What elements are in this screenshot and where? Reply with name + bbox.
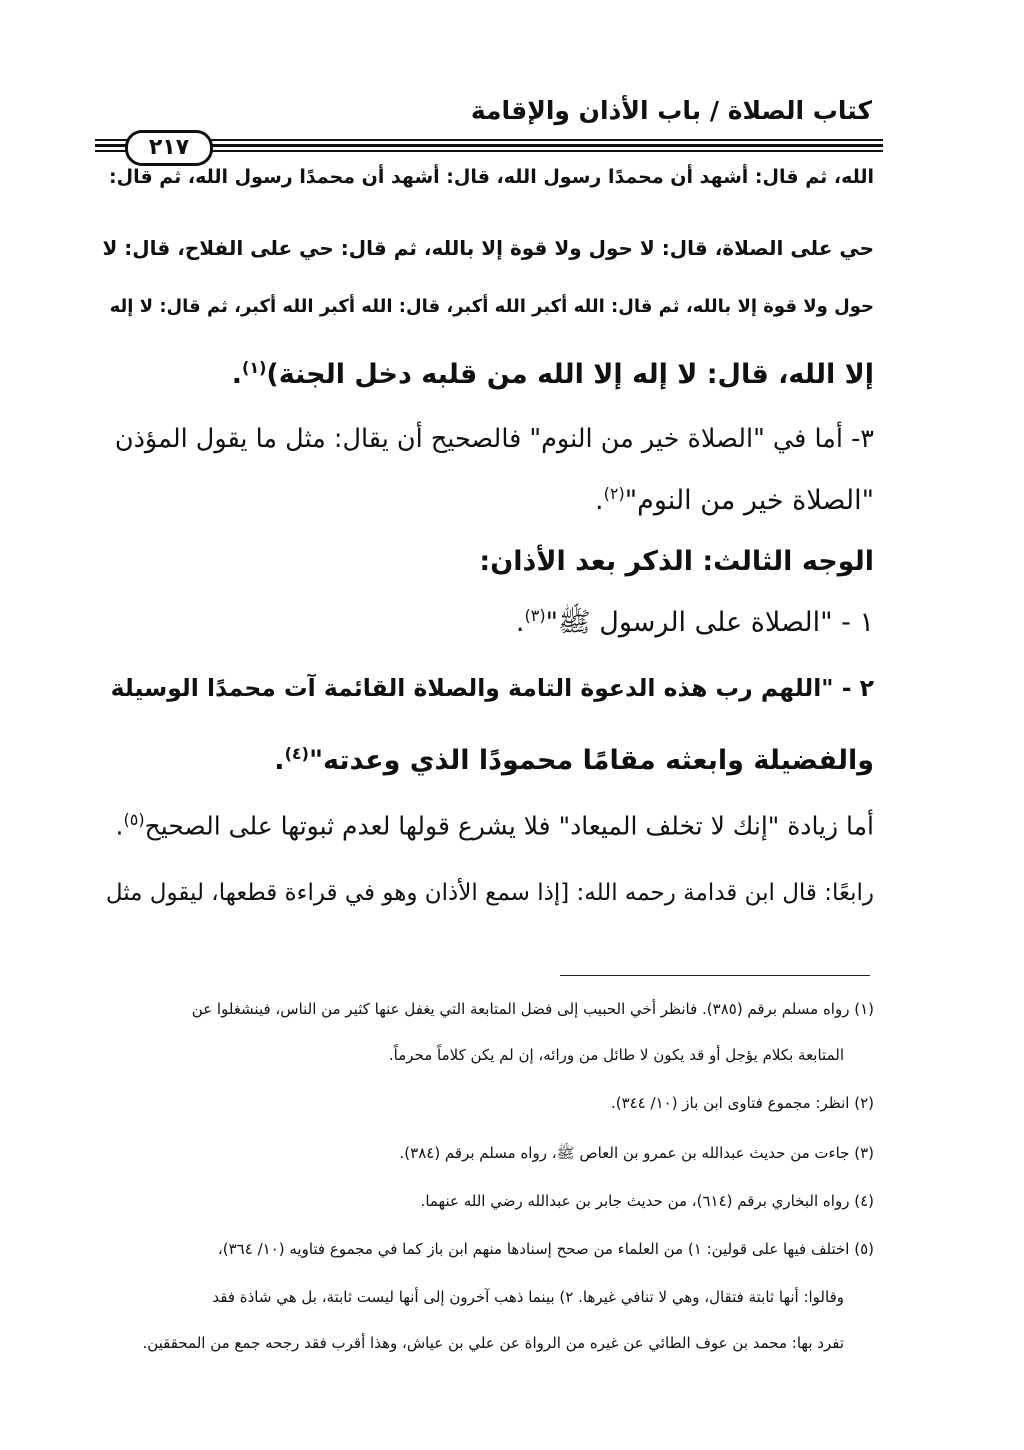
footnote-ref: (١) xyxy=(242,358,267,377)
footnote-line: المتابعة بكلام يؤجل أو قد يكون لا طائل من ورائه، إن لم يكن كلاماً محرماً. xyxy=(388,1046,844,1064)
footnote-line: (٢) انظر: مجموع فتاوى ابن باز (١٠/ ٣٤٤). xyxy=(610,1094,874,1112)
body-line xyxy=(116,810,874,841)
footnote-line: (٤) رواه البخاري برقم (٦١٤)، من حديث جابر بن عبدالله رضي الله عنهما. xyxy=(420,1192,874,1210)
end-mark: . xyxy=(231,359,243,390)
footnote-line: (٣) جاءت من حديث عبدالله بن عمرو بن العاص ﷺ، رواه مسلم برقم (٣٨٤). xyxy=(399,1144,874,1162)
running-header: كتاب الصلاة / باب الأذان والإقامة xyxy=(470,96,872,125)
body-text: والفضيلة وابعثه مقامًا محمودًا الذي وعدته" xyxy=(308,745,874,776)
end-mark: . xyxy=(274,745,285,776)
page-number: ٢١٧ xyxy=(125,130,213,166)
body-line: رابعًا: قال ابن قدامة رحمه الله: [إذا سمع الأذان وهو في قراءة قطعها، ليقول مثل xyxy=(105,880,874,906)
header-rule xyxy=(95,134,883,160)
header-rule-line xyxy=(95,144,883,147)
body-line xyxy=(274,744,874,777)
header-rule-line xyxy=(95,150,883,152)
body-line: حي على الصلاة، قال: لا حول ولا قوة إلا بالله، ثم قال: حي على الفلاح، قال: لا xyxy=(102,236,874,260)
body-line xyxy=(595,484,874,517)
body-line xyxy=(115,424,874,455)
end-mark: . xyxy=(595,485,604,516)
end-mark: . xyxy=(515,607,525,638)
footnote-ref: (٤) xyxy=(284,744,309,763)
footnote-line: وقالوا: أنها ثابتة فتقال، وهي لا تنافي غيرها. ٢) بينما ذهب آخرون إلى أنها ليست ثابتة، بل هي شاذة فقد xyxy=(212,1288,844,1306)
body-text: "الصلاة خير من النوم" xyxy=(624,485,874,516)
section-heading: الوجه الثالث: الذكر بعد الأذان: xyxy=(479,546,874,577)
footnote-line: تفرد بها: محمد بن عوف الطائي عن غيره من الرواة عن علي بن عياش، وهذا أقرب فقد رجحه جمع من المحققين. xyxy=(142,1334,844,1352)
body-text: إلا الله، قال: لا إله إلا الله من قلبه دخل الجنة) xyxy=(266,359,874,390)
end-mark: . xyxy=(115,811,124,841)
footnote-ref: (٥) xyxy=(123,810,145,829)
body-text: ١ - "الصلاة على الرسول ﷺ" xyxy=(545,607,874,638)
body-line: الله، ثم قال: أشهد أن محمدًا رسول الله، قال: أشهد أن محمدًا رسول الله، ثم قال: xyxy=(109,166,874,188)
header-rule-line xyxy=(95,139,883,141)
body-line xyxy=(516,606,874,639)
body-line: ٢ - "اللهم رب هذه الدعوة التامة والصلاة القائمة آت محمدًا الوسيلة xyxy=(110,674,874,702)
body-text: ٣- أما في "الصلاة خير من النوم" فالصحيح أن يقال: مثل ما يقول المؤذن xyxy=(114,424,874,454)
footnote-ref: (٣) xyxy=(524,606,546,625)
footnote-separator xyxy=(560,975,870,976)
body-text: أما زيادة "إنك لا تخلف الميعاد" فلا يشرع قولها لعدم ثبوتها على الصحيح xyxy=(144,811,874,841)
footnote-ref: (٢) xyxy=(603,484,625,503)
footnote-line: (١) رواه مسلم برقم (٣٨٥). فانظر أخي الحبيب إلى فضل المتابعة التي يغفل عنها كثير من الناس، فينشغلوا عن xyxy=(191,1000,874,1018)
footnote-line: (٥) اختلف فيها على قولين: ١) من العلماء من صحح إسنادها منهم ابن باز كما في مجموع فتاويه (١٠/ ٣٦٤)، xyxy=(217,1240,874,1258)
body-line xyxy=(232,358,874,391)
body-line: حول ولا قوة إلا بالله، ثم قال: الله أكبر الله أكبر، قال: الله أكبر الله أكبر، ثم قال: لا إله xyxy=(109,296,874,317)
